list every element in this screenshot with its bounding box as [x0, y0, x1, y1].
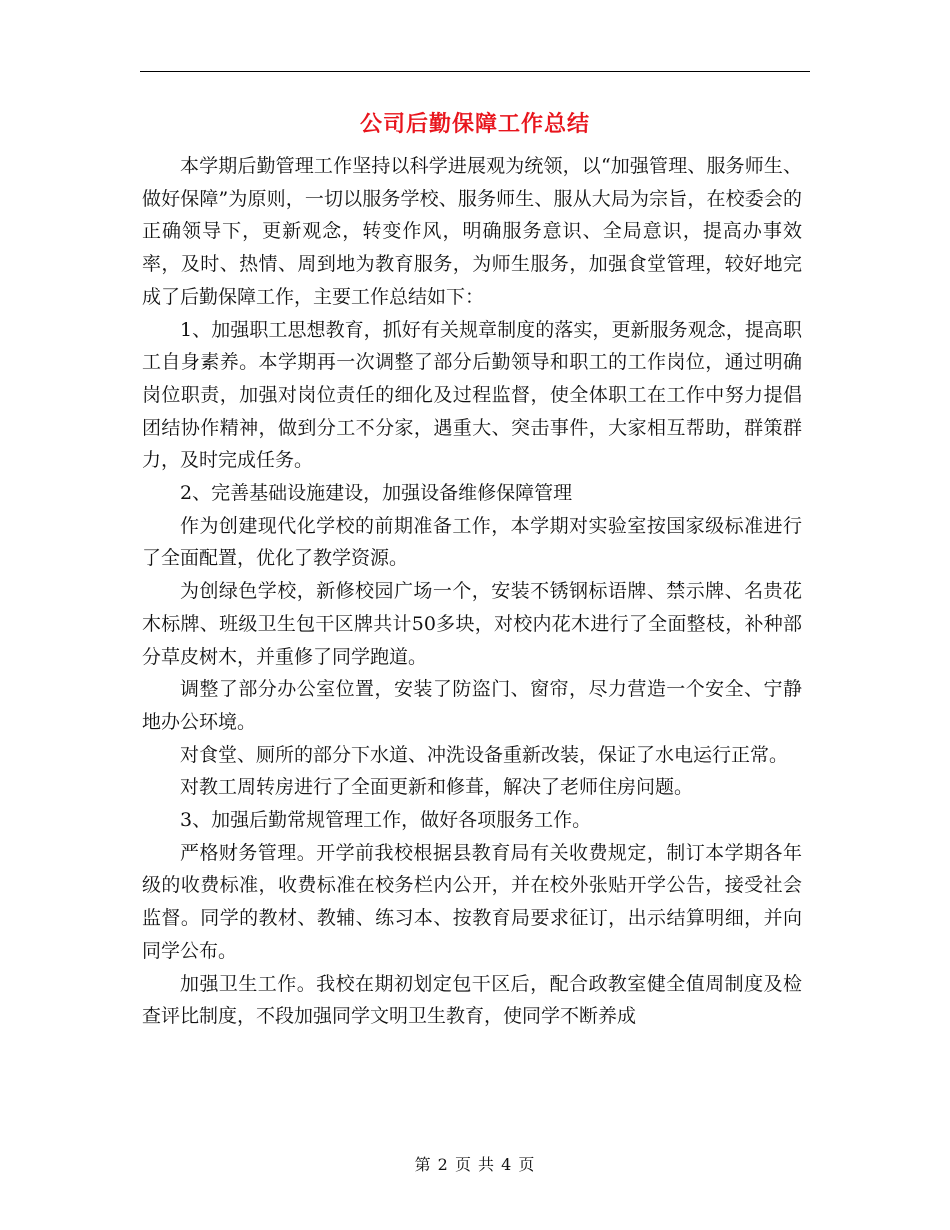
paragraph-finance: 严格财务管理。开学前我校根据县教育局有关收费规定，制订本学期各年级的收费标准，收费标准在校务栏内公开，并在校外张贴开学公告，接受社会监督。同学的教材、教辅、练习本、按教育局要求征订，出示结算明细，并向同学公布。: [142, 841, 802, 962]
paragraph-green-school: 为创绿色学校，新修校园广场一个，安装不锈钢标语牌、禁示牌、名贵花木标牌、班级卫生包干区牌共计50多块，对校内花木进行了全面整枝，补种部分草皮树木，并重修了同学跑道。: [142, 580, 802, 668]
document-title: 公司后勤保障工作总结: [359, 111, 590, 137]
paragraph-plumbing: 对食堂、厕所的部分下水道、冲洗设备重新改装，保证了水电运行正常。: [180, 743, 789, 766]
paragraph-section-2-heading: 2、完善基础设施建设，加强设备维修保障管理: [180, 482, 573, 505]
header-rule: [140, 71, 810, 72]
paragraph-hygiene: 加强卫生工作。我校在期初划定包干区后，配合政教室健全值周制度及检查评比制度，不段加强同学文明卫生教育，使同学不断养成: [142, 972, 802, 1028]
paragraph-section-3-heading: 3、加强后勤常规管理工作，做好各项服务工作。: [180, 809, 592, 832]
paragraph-section-1: 1、加强职工思想教育，抓好有关规章制度的落实，更新服务观念，提高职工自身素养。本学期再一次调整了部分后勤领导和职工的工作岗位，通过明确岗位职责，加强对岗位责任的细化及过程监督，使全体职工在工作中努力提倡团结协作精神，做到分工不分家，遇重大、突击事件，大家相互帮助，群策群力，及时完成任务。: [142, 318, 802, 472]
paragraph-lab-config: 作为创建现代化学校的前期准备工作，本学期对实验室按国家级标准进行了全面配置，优化了教学资源。: [142, 514, 802, 570]
document-body: [142, 150, 802, 1033]
paragraph-housing: 对教工周转房进行了全面更新和修葺，解决了老师住房问题。: [180, 776, 694, 799]
paragraph-office: 调整了部分办公室位置，安装了防盗门、窗帘，尽力营造一个安全、宁静地办公环境。: [142, 678, 802, 733]
paragraph-intro: 本学期后勤管理工作坚持以科学进展观为统领，以“加强管理、服务师生、做好保障”为原则，一切以服务学校、服务师生、服从大局为宗旨，在校委会的正确领导下，更新观念，转变作风，明确服务意识、全局意识，提高办事效率，及时、热情、周到地为教育服务，为师生服务，加强食堂管理，较好地完成了后勤保障工作，主要工作总结如下：: [142, 155, 802, 308]
page-number: 第 2 页 共 4 页: [414, 1155, 536, 1174]
